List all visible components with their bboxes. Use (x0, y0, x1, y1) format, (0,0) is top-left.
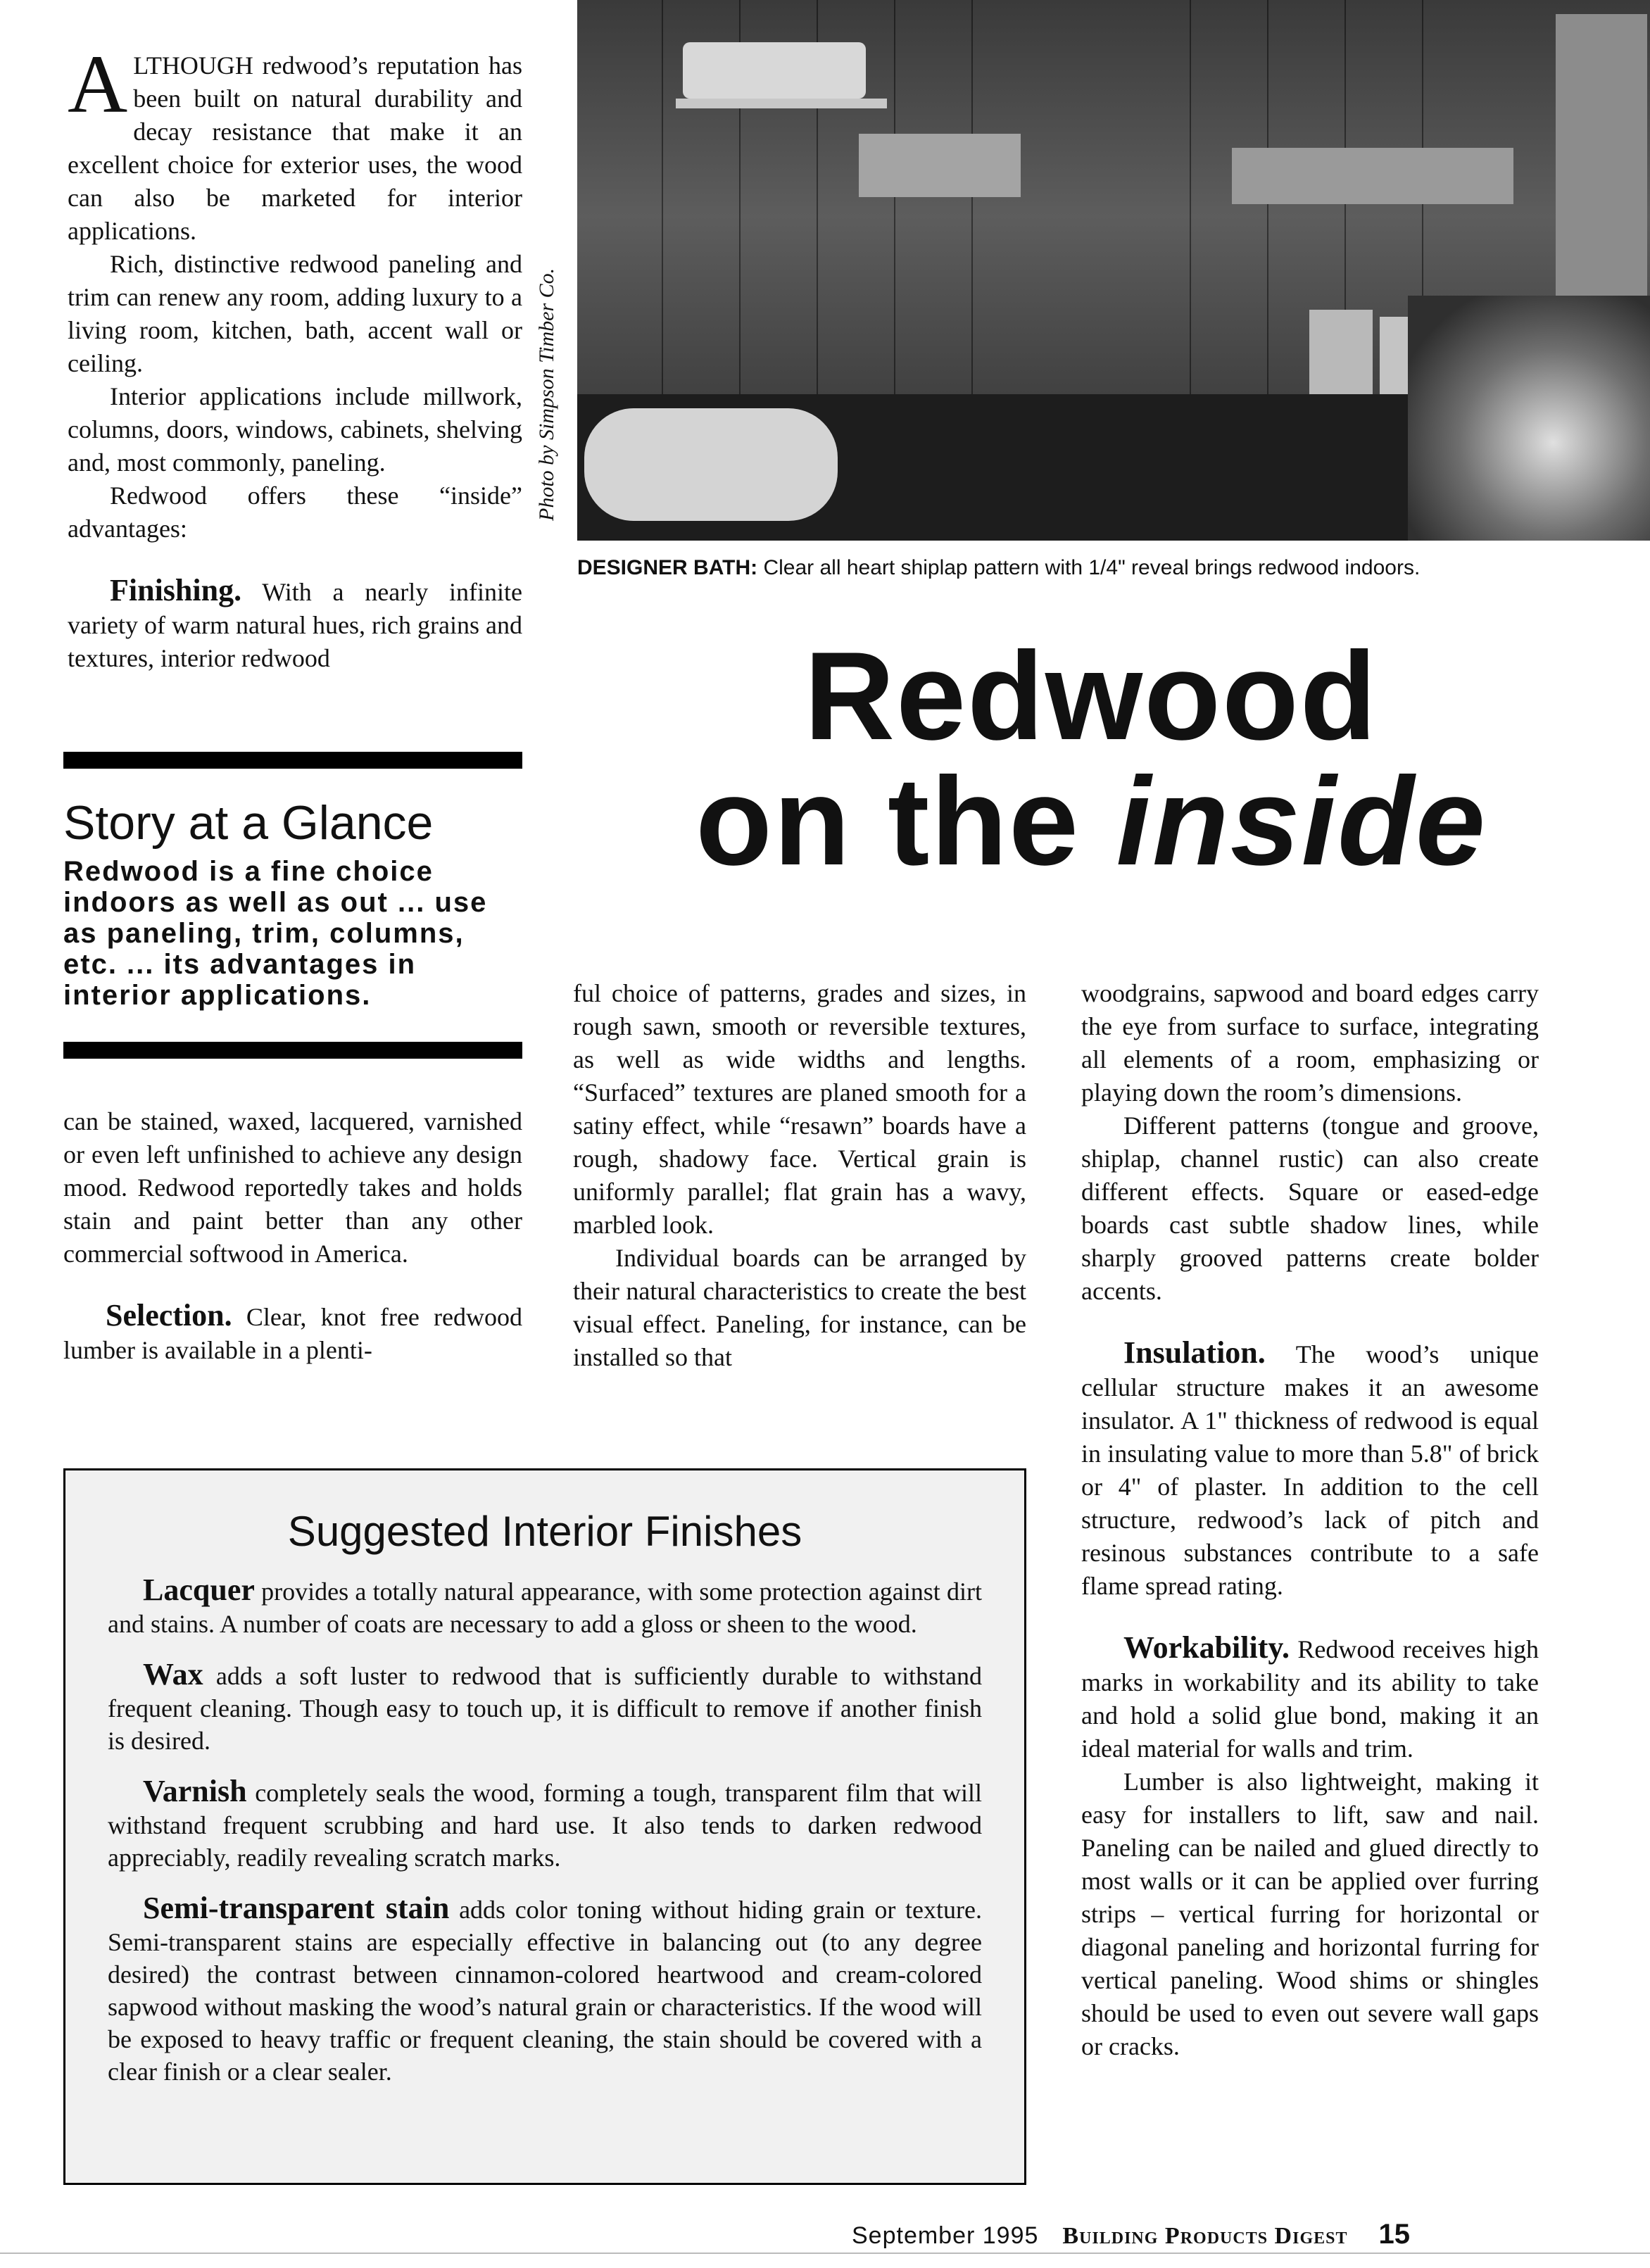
intro-column (68, 38, 522, 675)
photo-hamper (1309, 310, 1373, 401)
finishes-title: Suggested Interior Finishes (287, 1508, 802, 1555)
drop-cap: A (68, 38, 128, 130)
finish-item-stain (108, 1892, 982, 2088)
photo-plank-line (1267, 0, 1268, 451)
intro-paragraph-1-text: LTHOUGH redwood’s reputation has been built on natural durability and decay resistance that make it an excellent choice for exterior uses, the wood can also be marketed for interior applications. (68, 51, 522, 245)
selection-text: Clear, knot free redwood lumber is available in a plenti- (63, 1303, 522, 1364)
photo-plank-line (971, 0, 973, 451)
finish-description: completely seals the wood, forming a tough, transparent film that will withstand frequent scrubbing and hard use. It also tends to darken redwood appreciably, readily revealing scratch marks. (108, 1779, 982, 1872)
insulation-runin: Insulation. (1123, 1335, 1266, 1370)
photo-caption (577, 556, 1420, 580)
insulation-text: The wood’s unique cellular structure makes it an awesome insulator. A 1" thickness of redwood is equal in insulating value to more than 5.8" of brick or 4" of plaster. In addition to the cell structure, redwood’s lack of pitch and resinous substances contribute to a safe flame spread rating. (1081, 1340, 1539, 1600)
patterns-paragraph: Different patterns (tongue and groove, shiplap, channel rustic) can also create different effects. Square or eased-edge boards cast subtle shadow lines, while sharply grooved patterns create bolder accents. (1081, 1111, 1539, 1305)
workability-text: Redwood receives high marks in workability and its ability to take and hold a solid glue bond, making it an ideal material for walls and trim. (1081, 1635, 1539, 1763)
column-2 (573, 977, 1026, 1374)
woodgrains-paragraph: woodgrains, sapwood and board edges carry the eye from surface to surface, integrating all elements of a room, emphasizing or playing down the room’s dimensions. (1081, 979, 1539, 1107)
page-footer (852, 2219, 1612, 2250)
headline-line-2-italic: inside (1116, 751, 1487, 891)
arrangement-paragraph: Individual boards can be arranged by their natural characteristics to create the best visual effect. Paneling, for instance, can be installed so that (573, 1244, 1026, 1371)
photo-plank-line (894, 0, 895, 451)
story-at-a-glance-box (63, 752, 522, 1059)
finish-item-lacquer (108, 1574, 982, 1640)
photo-plank-line (1190, 0, 1191, 451)
headline-line-2-start: on the (695, 751, 1116, 891)
selection-runin: Selection. (106, 1298, 232, 1333)
photo-plank-line (662, 0, 663, 451)
workability-runin: Workability. (1123, 1630, 1290, 1665)
glance-bottom-rule (63, 1042, 522, 1059)
photo-window-niche (1232, 148, 1513, 204)
glance-summary: Redwood is a fine choice indoors as well as out ... use as paneling, trim, columns, etc. ... its advantages in interior applications. (63, 856, 488, 1011)
workability-paragraph (1081, 1631, 1539, 1765)
intro-paragraph-4: Redwood offers these “inside” advantages: (68, 481, 522, 543)
photo-towels (683, 42, 866, 99)
finish-term: Semi-transparent stain (143, 1891, 450, 1925)
column-3 (1081, 977, 1539, 2063)
finishing-runin: Finishing. (110, 573, 242, 607)
photo-credit (535, 253, 563, 521)
photo-cushion (584, 408, 838, 521)
finish-description: adds color toning without hiding grain or texture. Semi-transparent stains are especially effective in balancing out (to any degree desired) the contrast between cinnamon-colored heartwood and cream-colored sapwood without masking the wood’s natural grain or characteristics. If the wood will be exposed to heavy traffic or frequent cleaning, the stain should be covered with a clear finish or a clear sealer. (108, 1896, 982, 2086)
photo-shelf (676, 99, 887, 108)
photo-macrame (1556, 14, 1647, 296)
headline (634, 626, 1549, 891)
glance-top-rule (63, 752, 522, 769)
finishing-continued-column (63, 1105, 522, 1367)
headline-line-1: Redwood (804, 626, 1378, 766)
intro-paragraph-1 (68, 38, 522, 248)
insulation-paragraph (1081, 1336, 1539, 1603)
page-number: 15 (1378, 2219, 1410, 2250)
intro-paragraph-3: Interior applications include millwork, columns, doors, windows, cabinets, shelving and, most commonly, paneling. (68, 382, 522, 477)
finishing-paragraph (68, 574, 522, 675)
finish-description: adds a soft luster to redwood that is sufficiently durable to withstand frequent cleaning. Though easy to touch up, it is difficult to remove if another finish is desired. (108, 1662, 982, 1755)
selection-paragraph (63, 1299, 522, 1367)
photo-credit-text: Photo by Simpson Timber Co. (535, 267, 558, 521)
finish-term: Wax (143, 1657, 203, 1691)
finishing-text: With a nearly infinite variety of warm natural hues, rich grains and textures, interior redwood (68, 578, 522, 672)
designer-bath-photo (577, 0, 1650, 541)
footer-rule (0, 2253, 1650, 2254)
finish-term: Varnish (143, 1774, 247, 1808)
caption-label: DESIGNER BATH: (577, 556, 758, 579)
photo-plant (1408, 296, 1650, 541)
finish-term: Lacquer (143, 1573, 255, 1607)
intro-paragraph-2: Rich, distinctive redwood paneling and trim can renew any room, adding luxury to a living room, kitchen, bath, accent wall or ceiling. (68, 250, 522, 377)
finishing-continued: can be stained, waxed, lacquered, varnished or even left unfinished to achieve any design mood. Redwood reportedly takes and holds stain and paint better than any other commercial softwood in America. (63, 1107, 522, 1268)
lumber-paragraph: Lumber is also lightweight, making it easy for installers to lift, saw and nail. Paneling can be nailed and glued directly to most walls or it can be applied over furring strips – vertical furring for horizontal or diagonal paneling and horizontal furring for vertical paneling. Wood shims or shingles should be used to even out severe wall gaps or cracks. (1081, 1768, 1539, 2060)
glance-title: Story at a Glance (63, 796, 434, 850)
headline-line-2 (634, 751, 1549, 891)
suggested-finishes-box (63, 1468, 1026, 2185)
finish-item-varnish (108, 1775, 982, 1874)
photo-window-niche (859, 134, 1021, 197)
issue-date: September 1995 (852, 2222, 1039, 2249)
selection-continued: ful choice of patterns, grades and sizes, in rough sawn, smooth or reversible textures, as well as wide widths and lengths. “Surfaced” textures are planed smooth for a satiny effect, while “resawn” boards have a rough, shadowy face. Vertical grain is uniformly parallel; flat grain has a wavy, marbled look. (573, 979, 1026, 1239)
magazine-name: Building Products Digest (1062, 2223, 1348, 2249)
finish-item-wax (108, 1658, 982, 1757)
finish-description: provides a totally natural appearance, with some protection against dirt and stains. A number of coats are necessary to add a gloss or sheen to the wood. (108, 1577, 982, 1638)
caption-text: Clear all heart shiplap pattern with 1/4" reveal brings redwood indoors. (757, 556, 1421, 579)
